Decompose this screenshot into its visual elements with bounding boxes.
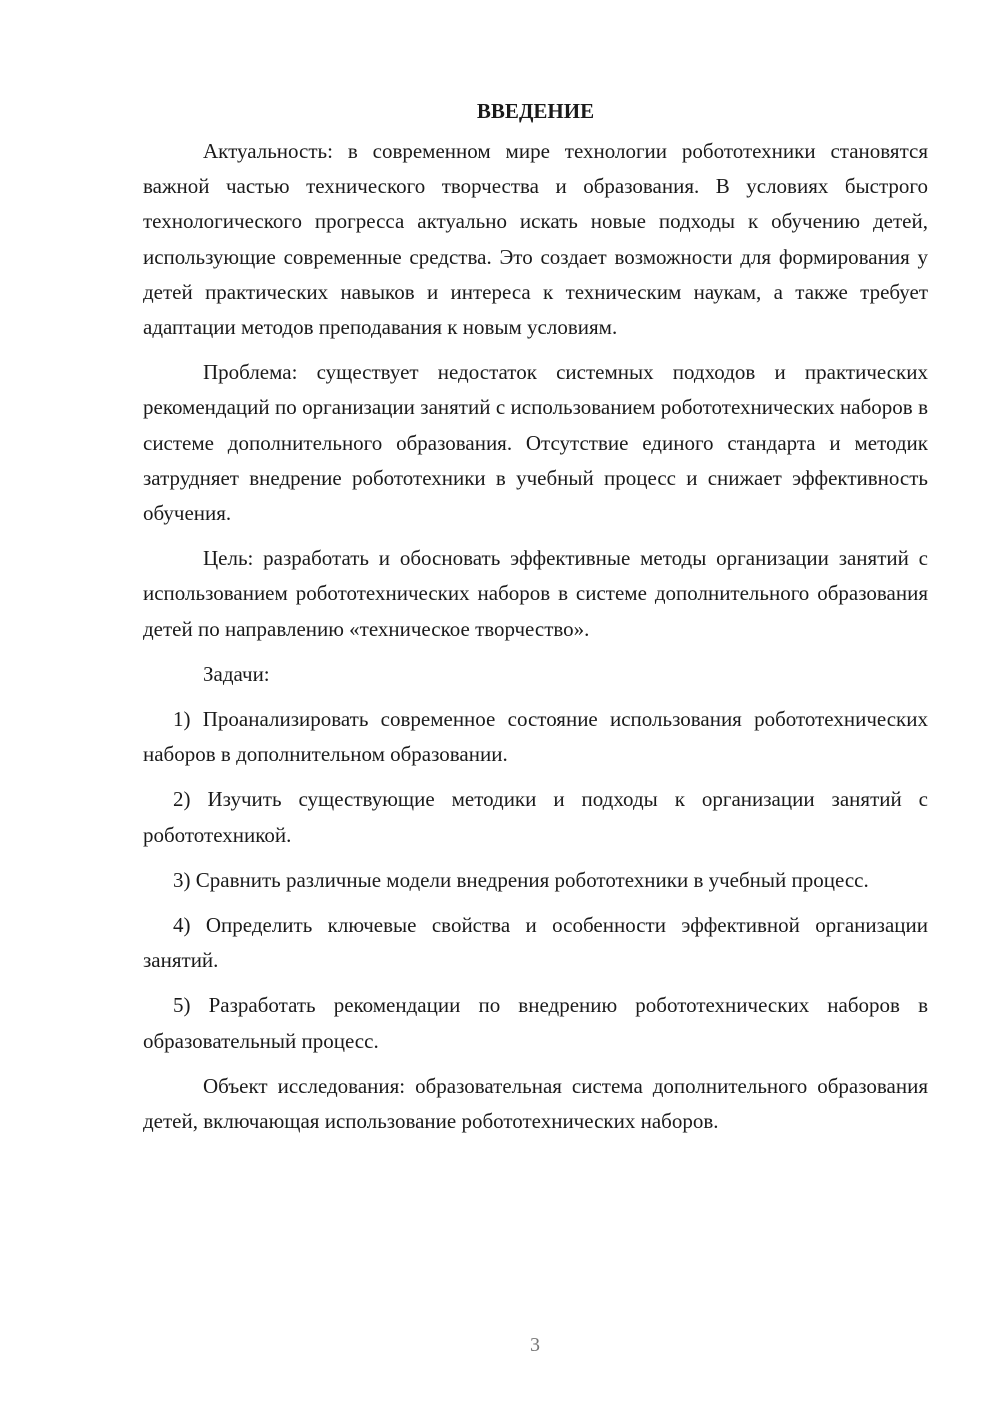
paragraph-problem: Проблема: существует недостаток системных подходов и практических рекомендаций по организации занятий с использованием робототехнических наборов в системе дополнительного образования. Отсутствие единого стандарта и методик затрудняет внедрение робототехники в учебный процесс и снижает эффективность обучения. [143, 360, 928, 526]
paragraph-relevance: Актуальность: в современном мире технологии робототехники становятся важной частью технического творчества и образования. В условиях быстрого технологического прогресса актуально искать новые подходы к обучению детей, использующие современные средства. Это создает возможности для формирования у детей практических навыков и интереса к техническим наукам, а также требует адаптации методов преподавания к новым условиям. [143, 139, 928, 340]
page-number: 3 [530, 1334, 540, 1356]
paragraph-object: Объект исследования: образовательная система дополнительного образования детей, включающая использование робототехнических наборов. [143, 1073, 928, 1134]
document-page [143, 94, 928, 1149]
task-item-4: 4) Определить ключевые свойства и особенности эффективной организации занятий. [143, 913, 928, 973]
task-item-3: 3) Сравнить различные модели внедрения робототехники в учебный процесс. [173, 867, 869, 892]
task-item-1: 1) Проанализировать современное состояние использования робототехнических наборов в дополнительном образовании. [143, 707, 928, 767]
task-item-5: 5) Разработать рекомендации по внедрению робототехнических наборов в образовательный процесс. [143, 993, 928, 1053]
task-item-2: 2) Изучить существующие методики и подходы к организации занятий с робототехникой. [143, 787, 928, 847]
paragraph-goal: Цель: разработать и обосновать эффективные методы организации занятий с использованием робототехнических наборов в системе дополнительного образования детей по направлению «техническое творчество». [143, 546, 928, 641]
page-title: ВВЕДЕНИЕ [476, 99, 595, 123]
tasks-title: Задачи: [203, 661, 270, 686]
